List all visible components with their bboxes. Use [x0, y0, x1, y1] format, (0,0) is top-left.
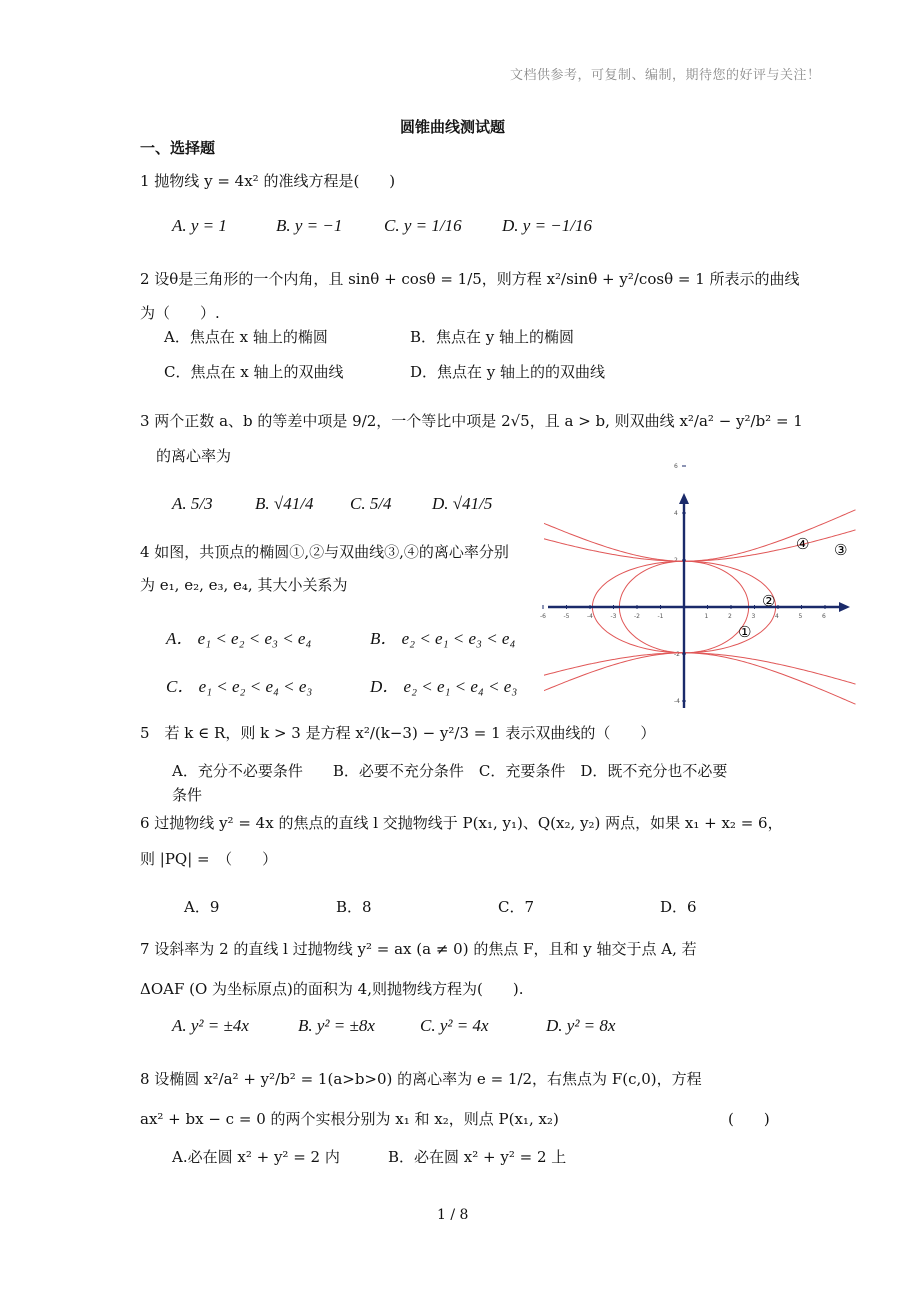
q3-option-d: D. √41/5 — [432, 494, 493, 513]
x-tick-label: 5 — [798, 613, 803, 620]
q1-option-b: B. y = −1 — [276, 216, 343, 235]
q3-stem: 3 两个正数 a、b 的等差中项是 9/2，一个等比中项是 2√5，且 a > b, 则双曲线 x²/a² − y²/b² = 1 — [140, 412, 803, 430]
q4-option-b: B． e₂ < e₁ < e₃ < e₄ — [370, 629, 516, 648]
q6-option-d: D．6 — [660, 898, 697, 916]
x-tick-label: -5 — [563, 613, 570, 620]
section-heading: 一、选择题 — [140, 139, 216, 157]
y-tick-label: -4 — [674, 698, 680, 705]
q2-option-d: D．焦点在 y 轴上的的双曲线 — [410, 363, 606, 381]
q6-stem-cont: 则 |PQ| = （ ） — [140, 850, 278, 868]
q4-option-a: A． e₁ < e₂ < e₃ < e₄ — [166, 629, 312, 648]
q2-option-a: A．焦点在 x 轴上的椭圆 — [164, 328, 328, 346]
x-tick-label: 3 — [751, 613, 756, 620]
q6-stem: 6 过抛物线 y² = 4x 的焦点的直线 l 交抛物线于 P(x₁, y₁)、Q(x₂, y₂) 两点，如果 x₁ + x₂ = 6， — [140, 814, 783, 832]
q4-option-c: C． e₁ < e₂ < e₄ < e₃ — [166, 677, 313, 696]
q2-option-c: C．焦点在 x 轴上的双曲线 — [164, 363, 344, 381]
q4-option-d: D． e₂ < e₁ < e₄ < e₃ — [370, 677, 518, 696]
x-tick-label: -3 — [610, 613, 617, 620]
q5-stem: 5 若 k ∈ R，则 k > 3 是方程 x²/(k−3) − y²/3 = 1 表示双曲线的（ ） — [140, 724, 656, 742]
q5-options: A．充分不必要条件 B．必要不充分条件 C．充要条件 D．既不充分也不必要 — [172, 762, 728, 780]
q3-option-c: C. 5/4 — [350, 494, 392, 513]
curve-label-1: ① — [738, 623, 752, 641]
q7-option-c: C. y² = 4x — [420, 1016, 489, 1035]
hyperbola-3-lower — [538, 653, 855, 684]
q1-option-c: C. y = 1/16 — [384, 216, 462, 235]
x-tick-label: 2 — [728, 613, 732, 620]
page-title: 圆锥曲线测试题 — [400, 118, 506, 136]
x-tick-label: -4 — [587, 613, 593, 620]
y-tick-label: 6 — [674, 463, 678, 470]
q4-stem: 4 如图，共顶点的椭圆①,②与双曲线③,④的离心率分别 — [140, 543, 509, 561]
x-axis-arrow — [839, 602, 850, 612]
q8-option-b: B．必在圆 x² + y² = 2 上 — [388, 1148, 567, 1166]
x-tick-label: 1 — [704, 613, 709, 620]
q8-stem: 8 设椭圆 x²/a² + y²/b² = 1(a>b>0) 的离心率为 e = 1/2，右焦点为 F(c,0)，方程 — [140, 1070, 702, 1088]
page-number: 1 / 8 — [437, 1207, 469, 1223]
x-tick-label: 4 — [775, 613, 779, 620]
q2-option-b: B．焦点在 y 轴上的椭圆 — [410, 328, 575, 346]
q8-option-a: A.必在圆 x² + y² = 2 内 — [172, 1148, 340, 1166]
q2-stem-cont: 为（ ）. — [140, 304, 220, 322]
q3-option-a: A. 5/3 — [172, 494, 213, 513]
x-tick-label: -2 — [634, 613, 640, 620]
x-tick-label: -6 — [540, 613, 546, 620]
y-tick-label: 4 — [674, 510, 678, 517]
y-axis-arrow — [679, 493, 689, 504]
q7-stem: 7 设斜率为 2 的直线 l 过抛物线 y² = ax (a ≠ 0) 的焦点 F，且和 y 轴交于点 A, 若 — [140, 940, 697, 958]
q1-option-d: D. y = −1/16 — [502, 216, 592, 235]
q6-option-b: B．8 — [336, 898, 372, 916]
x-tick-label: -1 — [657, 613, 664, 620]
curve-label-3: ③ — [834, 541, 848, 559]
q7-option-a: A. y² = ±4x — [172, 1016, 249, 1035]
y-tick-label: -2 — [674, 651, 680, 658]
q1-option-a: A. y = 1 — [172, 216, 227, 235]
header-note: 文档供参考，可复制、编制，期待您的好评与关注！ — [510, 68, 821, 83]
q6-option-a: A．9 — [184, 898, 220, 916]
q7-option-b: B. y² = ±8x — [298, 1016, 375, 1035]
q1-stem: 1 抛物线 y = 4x² 的准线方程是( ) — [140, 172, 396, 190]
conic-figure — [540, 463, 856, 712]
q4-stem-cont: 为 e₁, e₂, e₃, e₄, 其大小关系为 — [140, 576, 348, 594]
x-tick-label: 6 — [822, 613, 826, 620]
y-tick-label: 2 — [674, 557, 678, 564]
q7-option-d: D. y² = 8x — [546, 1016, 616, 1035]
q2-stem: 2 设θ是三角形的一个内角，且 sinθ + cosθ = 1/5，则方程 x²/sinθ + y²/cosθ = 1 所表示的曲线 — [140, 270, 800, 288]
curve-label-4: ④ — [796, 535, 810, 553]
q6-option-c: C．7 — [498, 898, 535, 916]
q7-stem-cont: ΔOAF (O 为坐标原点)的面积为 4,则抛物线方程为( ). — [140, 980, 524, 998]
q8-answer-paren: ( ) — [728, 1110, 770, 1128]
q8-stem-cont: ax² + bx − c = 0 的两个实根分别为 x₁ 和 x₂，则点 P(x₁, x₂) — [140, 1110, 559, 1128]
q3-option-b: B. √41/4 — [255, 494, 314, 513]
q3-stem-cont: 的离心率为 — [156, 447, 232, 465]
hyperbola-4-lower — [538, 653, 855, 704]
curve-label-2: ② — [762, 592, 776, 610]
q5-options-cont: 条件 — [172, 786, 203, 804]
